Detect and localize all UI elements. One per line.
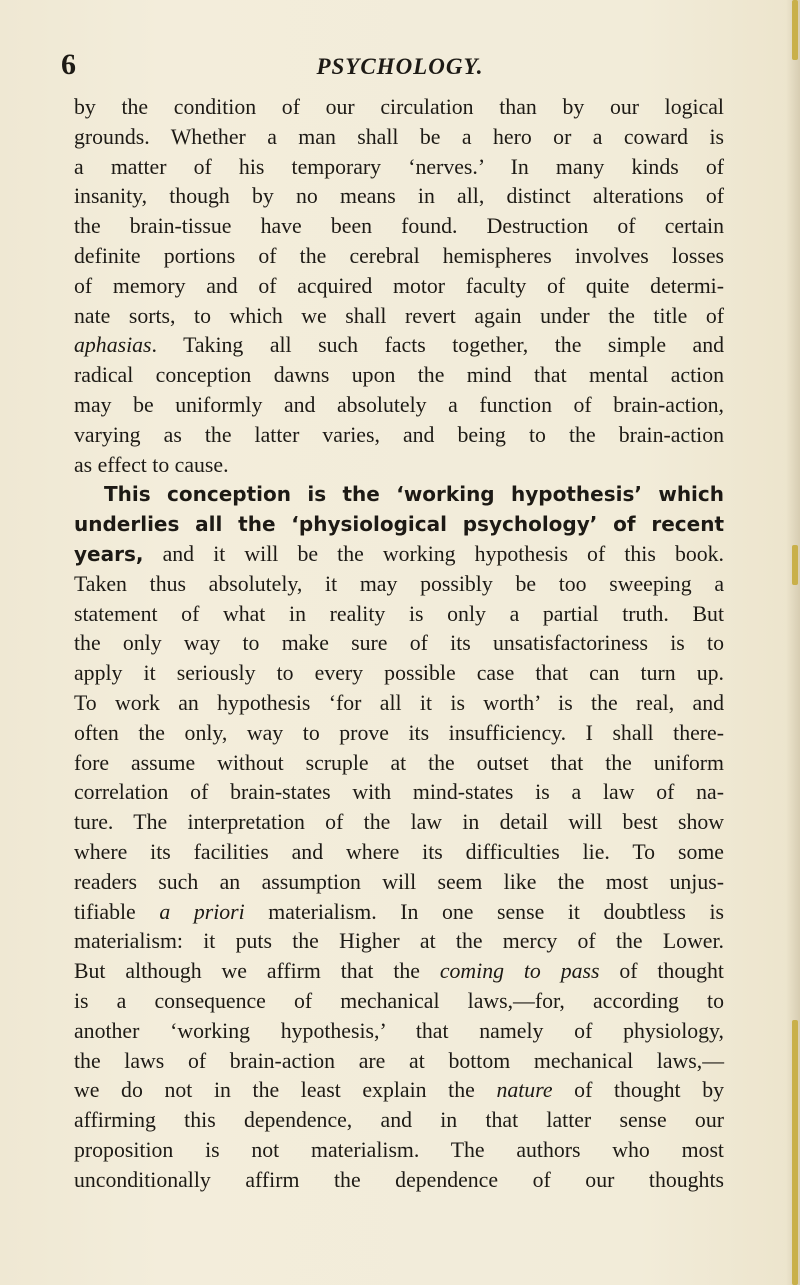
- italic-term: a priori: [159, 899, 245, 924]
- text-line: fore assume without scruple at the outset that the uniform: [74, 750, 724, 775]
- body-text: [74, 93, 724, 1195]
- text-line: correlation of brain-states with mind-states is a law of na-: [74, 780, 724, 805]
- page-edge-stain: [792, 1020, 798, 1285]
- text-line: materialism: it puts the Higher at the mercy of the Lower.: [74, 929, 724, 954]
- text-line: where its facilities and where its difficulties lie. To some: [74, 839, 724, 864]
- text-line: [74, 898, 724, 928]
- text-line: affirming this dependence, and in that latter sense our: [74, 1108, 724, 1133]
- text-line: often the only, way to prove its insufficiency. I shall there-: [74, 720, 724, 745]
- text-line: [74, 331, 724, 361]
- text-line: [74, 957, 724, 987]
- text-line: the only way to make sure of its unsatisfactoriness is to: [74, 631, 724, 656]
- running-title: PSYCHOLOGY.: [316, 54, 484, 79]
- text-run: of thought: [599, 959, 724, 984]
- page-number: 6: [61, 48, 76, 81]
- italic-term: coming to pass: [439, 959, 600, 984]
- text-line: To work an hypothesis ‘for all it is worth’ is the real, and: [74, 690, 724, 715]
- text-line: radical conception dawns upon the mind that mental action: [74, 363, 724, 388]
- text-run: . Taking all such facts together, the simple and: [151, 333, 724, 358]
- text-line: definite portions of the cerebral hemispheres involves losses: [74, 243, 724, 268]
- text-line: grounds. Whether a man shall be a hero or a coward is: [74, 124, 724, 149]
- text-line: [74, 510, 724, 540]
- text-line: [74, 1076, 724, 1106]
- bold-run: This conception is the ‘working hypothesis’ which: [104, 482, 724, 507]
- text-line: apply it seriously to every possible case that can turn up.: [74, 661, 724, 686]
- text-run: tifiable: [74, 899, 160, 924]
- text-run: of thought by: [552, 1078, 724, 1103]
- text-line: the brain-tissue have been found. Destruction of certain: [74, 214, 724, 239]
- text-line: insanity, though by no means in all, distinct alterations of: [74, 184, 724, 209]
- text-line: may be uniformly and absolutely a function of brain-action,: [74, 392, 724, 417]
- text-line: proposition is not materialism. The authors who most: [74, 1137, 724, 1162]
- running-head: [0, 48, 800, 88]
- italic-term: nature: [496, 1078, 553, 1103]
- text-line: by the condition of our circulation than by our logical: [74, 95, 724, 119]
- text-line: of memory and of acquired motor faculty of quite determi-: [74, 273, 724, 298]
- text-run: But although we affirm that the: [74, 959, 440, 984]
- text-line: varying as the latter varies, and being to the brain-action: [74, 422, 724, 447]
- text-line: nate sorts, to which we shall revert again under the title of: [74, 303, 724, 328]
- text-line: Taken thus absolutely, it may possibly be too sweeping a: [74, 571, 724, 596]
- text-line: is a consequence of mechanical laws,—for, according to: [74, 988, 724, 1013]
- text-line: a matter of his temporary ‘nerves.’ In many kinds of: [74, 154, 724, 179]
- bold-run: underlies all the ‘physiological psychology’ of recent: [74, 512, 724, 537]
- italic-term: aphasias: [74, 333, 152, 358]
- text-line: unconditionally affirm the dependence of our thoughts: [74, 1167, 724, 1192]
- text-line: statement of what in reality is only a partial truth. But: [74, 601, 724, 626]
- text-run: we do not in the least explain the: [74, 1078, 497, 1103]
- text-line: readers such an assumption will seem like the most unjus-: [74, 869, 724, 894]
- bold-run: years,: [74, 541, 144, 566]
- text-line: [74, 540, 724, 570]
- text-line: ture. The interpretation of the law in detail will best show: [74, 810, 724, 835]
- text-run: materialism. In one sense it doubtless is: [244, 899, 725, 924]
- text-line: as effect to cause.: [74, 452, 229, 477]
- text-run: and it will be the working hypothesis of this book.: [143, 541, 724, 566]
- text-line: another ‘working hypothesis,’ that namely of physiology,: [74, 1018, 724, 1043]
- text-line: [74, 480, 724, 510]
- text-line: the laws of brain-action are at bottom mechanical laws,—: [74, 1048, 724, 1073]
- page-edge-stain: [792, 545, 798, 585]
